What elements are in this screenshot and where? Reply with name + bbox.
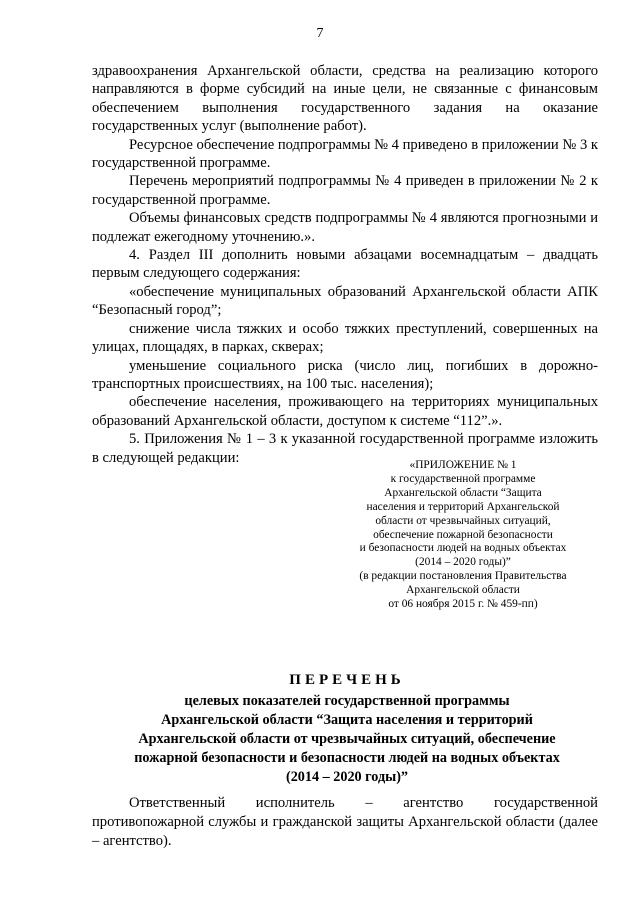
appendix-line: и безопасности людей на водных объектах: [359, 542, 567, 555]
appendix-line: населения и территорий Архангельской: [366, 500, 560, 513]
appendix-header: [338, 459, 588, 612]
appendix-line: от 06 ноября 2015 г. № 459-пп): [388, 598, 538, 611]
title-line: Архангельской области “Защита населения и территорий: [161, 712, 533, 728]
title-main: ПЕРЕЧЕНЬ: [289, 672, 405, 688]
page-number: 7: [316, 26, 324, 41]
appendix-line: (2014 – 2020 годы)”: [415, 556, 511, 569]
appendix-line: области от чрезвычайных ситуаций,: [375, 514, 551, 527]
paragraph-safe-city: «обеспечение муниципальных образований Архангельской области АПК “Безопасный город”;: [92, 283, 598, 319]
paragraph-financial-volumes: Объемы финансовых средств подпрограммы № 4 являются прогнозными и подлежат ежегодному уточнению.».: [92, 210, 598, 245]
title-line: Архангельской области от чрезвычайных ситуаций, обеспечение: [138, 731, 556, 747]
title-line: пожарной безопасности и безопасности людей на водных объектах: [134, 750, 560, 766]
paragraph-appendices-amendment: 5. Приложения № 1 – 3 к указанной государственной программе изложить в следующей редакции:: [92, 431, 598, 466]
body-text: [92, 62, 598, 467]
paragraph-system-112: обеспечение населения, проживающего на территориях муниципальных образований Архангельской области, доступом к системе “112”.».: [92, 394, 598, 429]
responsible-executor: [92, 794, 598, 851]
title-line: целевых показателей государственной программы: [184, 693, 510, 709]
appendix-line: Архангельской области: [406, 584, 520, 597]
appendix-line: «ПРИЛОЖЕНИЕ № 1: [409, 459, 517, 471]
paragraph-healthcare-continuation: здравоохранения Архангельской области, средства на реализацию которого направляются в форме субсидий на иные цели, не связанные с финансовым обеспечением выполнения государственного задания на оказание государственных услуг (выполнение работ).: [92, 63, 598, 135]
paragraph-section-three-amendment: 4. Раздел III дополнить новыми абзацами восемнадцатым – двадцать первым следующего содержания:: [92, 247, 598, 282]
paragraph-crime-reduction: снижение числа тяжких и особо тяжких преступлений, совершенных на улицах, площадях, в парках, скверах;: [92, 320, 598, 356]
document-title: [92, 669, 602, 787]
title-line: (2014 – 2020 годы)”: [285, 769, 409, 785]
paragraph-resource-support: Ресурсное обеспечение подпрограммы № 4 приведено в приложении № 3 к государственной программе.: [92, 136, 598, 172]
paragraph-activities-list: Перечень мероприятий подпрограммы № 4 приведен в приложении № 2 к государственной программе.: [92, 173, 598, 208]
responsible-executor-text: Ответственный исполнитель – агентство государственной противопожарной службы и гражданской защиты Архангельской области (далее – агентство).: [92, 795, 598, 849]
appendix-line: к государственной программе: [390, 472, 536, 485]
paragraph-social-risk: уменьшение социального риска (число лиц, погибших в дорожно-транспортных происшествиях, на 100 тыс. населения);: [92, 357, 598, 392]
appendix-line: обеспечение пожарной безопасности: [373, 528, 553, 541]
appendix-line: Архангельской области “Защита: [384, 486, 542, 499]
appendix-line: (в редакции постановления Правительства: [359, 570, 567, 583]
